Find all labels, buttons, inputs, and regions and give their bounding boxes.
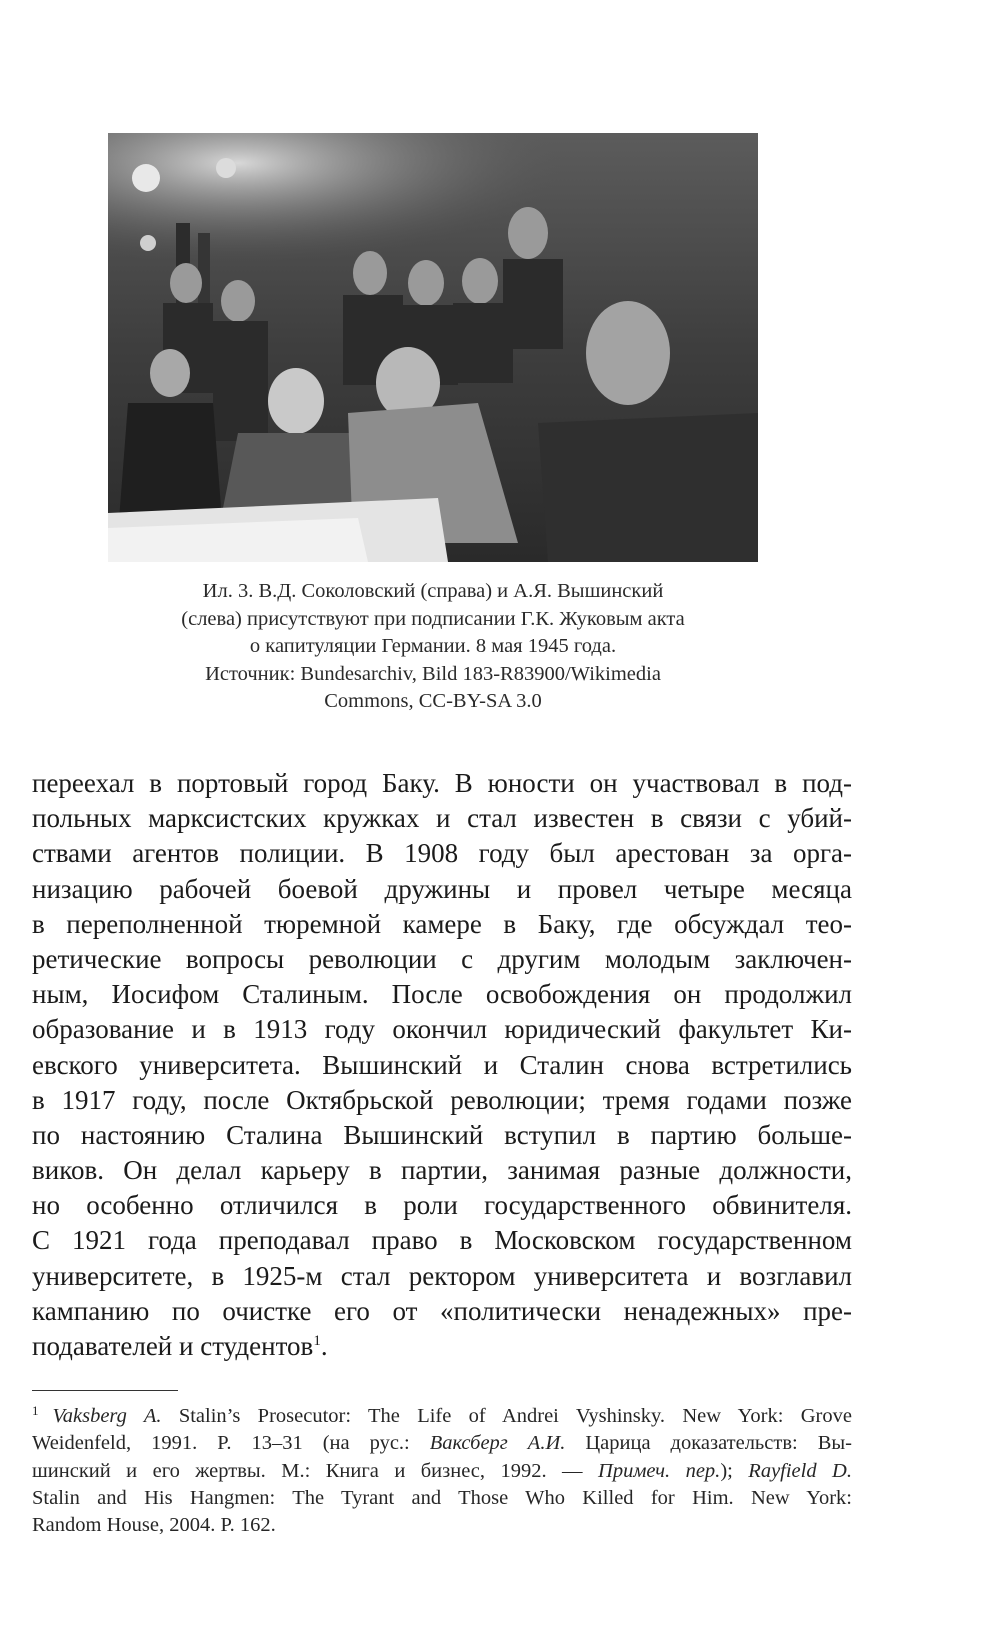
archival-photograph: [108, 133, 758, 562]
footnote-text: Weidenfeld, 1991. P. 13–31 (на рус.:: [32, 1432, 430, 1455]
text-line: по настоянию Сталина Вышинский вступил в партию больше-: [32, 1119, 852, 1150]
main-paragraph: [32, 766, 852, 1364]
translator-note: Примеч. пер.: [598, 1459, 721, 1482]
caption-line: (слева) присутствуют при подписании Г.К. Жуковым акта: [181, 607, 685, 630]
footnote-mark: 1: [32, 1403, 39, 1418]
text-line: низацию рабочей боевой дружины и провел четыре месяца: [32, 873, 852, 904]
footnote-separator: [32, 1390, 178, 1391]
author-name: Rayfield D.: [748, 1459, 852, 1482]
footnote-line: [32, 1403, 852, 1430]
text-line: ретические вопросы революции с другим молодым заключен-: [32, 943, 852, 974]
text-line-content: подавателей и студентов: [32, 1331, 314, 1361]
footnote-line: Stalin and His Hangmen: The Tyrant and Those Who Killed for Him. New York:: [32, 1486, 852, 1509]
text-line: образование и в 1913 году окончил юридический факультет Ки-: [32, 1014, 852, 1045]
footnote: [32, 1403, 852, 1539]
caption-line: Commons, CC-BY-SA 3.0: [324, 690, 542, 712]
author-name: Vaksberg A.: [52, 1405, 162, 1427]
text-line: С 1921 года преподавал право в Московском государственном: [32, 1225, 852, 1256]
text-line: университете, в 1925-м стал ректором университета и возглавил: [32, 1260, 852, 1291]
caption-line: Ил. 3. В.Д. Соколовский (справа) и А.Я. Вышинский: [202, 580, 664, 602]
text-line: переехал в портовый город Баку. В юности он участвовал в под-: [32, 768, 852, 798]
footnote-text: );: [720, 1459, 749, 1482]
photo-caption: [108, 578, 758, 716]
text-line: польных марксистских кружках и стал известен в связи с убий-: [32, 803, 852, 834]
text-line: евского университета. Вышинский и Сталин снова встретились: [32, 1049, 852, 1080]
caption-line: Источник: Bundesarchiv, Bild 183-R83900/Wikimedia: [205, 662, 661, 685]
footnote-text: Stalin’s Prosecutor: The Life of Andrei Vyshinsky. New York: Grove: [161, 1405, 852, 1427]
text-line: ствами агентов полиции. В 1908 году был арестован за орга-: [32, 838, 852, 869]
text-line: кампанию по очистке его от «политически ненадежных» пре-: [32, 1295, 852, 1326]
sentence-end: .: [320, 1331, 328, 1361]
text-line: ным, Иосифом Сталиным. После освобождения он продолжил: [32, 979, 852, 1010]
footnote-line: Random House, 2004. P. 162.: [32, 1514, 276, 1537]
footnote-line: [32, 1430, 852, 1457]
text-line-last: [32, 1329, 852, 1364]
text-line: в 1917 году, после Октябрьской революции; тремя годами позже: [32, 1084, 852, 1115]
author-name: Ваксберг А.И.: [429, 1432, 566, 1455]
footnote-text: Царица доказательств: Вы-: [565, 1432, 852, 1455]
text-line: виков. Он делал карьеру в партии, занимая разные должности,: [32, 1155, 852, 1186]
footnote-reference[interactable]: 1: [313, 1333, 321, 1349]
caption-line: о капитуляции Германии. 8 мая 1945 года.: [249, 635, 617, 657]
footnote-text: шинский и его жертвы. М.: Книга и бизнес, 1992. —: [32, 1459, 599, 1482]
text-line: но особенно отличился в роли государственного обвинителя.: [32, 1190, 852, 1221]
footnote-line: [32, 1458, 852, 1485]
text-line: в переполненной тюремной камере в Баку, где обсуждал тео-: [32, 908, 852, 939]
